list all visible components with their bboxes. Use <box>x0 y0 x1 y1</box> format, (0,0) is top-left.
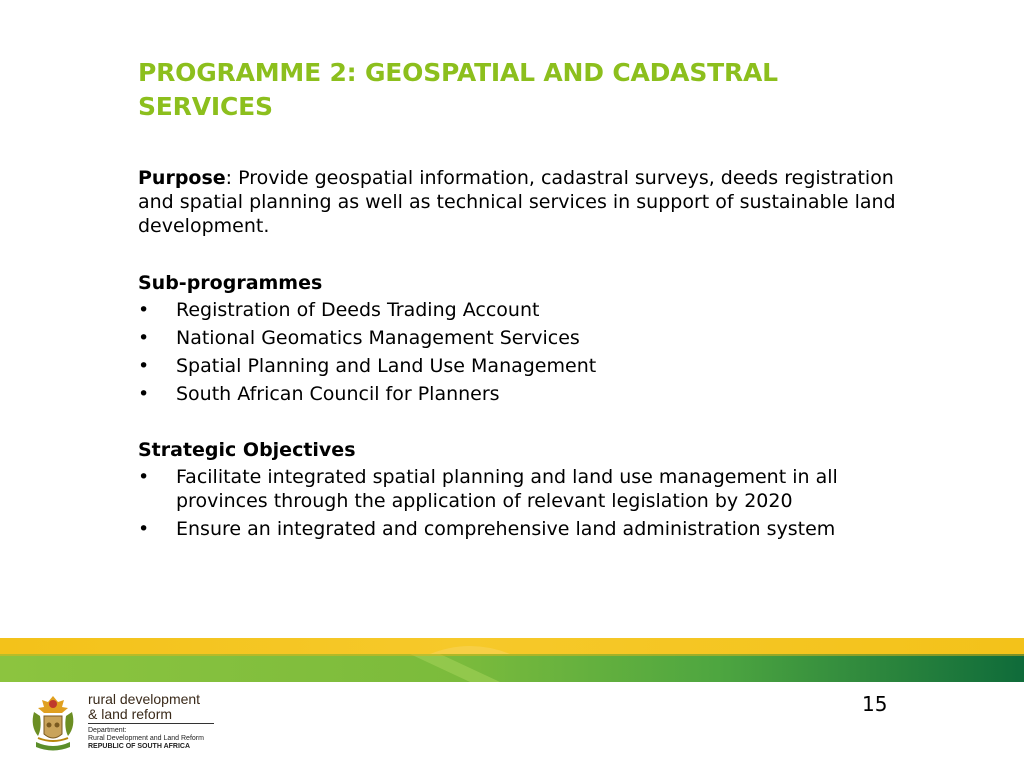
purpose-label: Purpose <box>138 167 226 189</box>
purpose-paragraph <box>138 166 898 238</box>
objective-text: Ensure an integrated and comprehensive land administration system <box>176 518 836 540</box>
logo-text-line1: rural development <box>88 691 201 707</box>
logo-dept-label: Department: <box>88 727 127 734</box>
footer-color-band <box>0 638 1024 682</box>
list-item <box>138 298 898 322</box>
objective-text: Facilitate integrated spatial planning and land use management in all provinces through the application of relevant legislation by 2020 <box>176 466 838 512</box>
subprogrammes-heading: Sub-programmes <box>138 272 323 294</box>
list-item <box>138 517 898 541</box>
list-item <box>138 326 898 350</box>
list-item <box>138 354 898 378</box>
subprogrammes-list <box>138 298 898 406</box>
bullet-icon: • <box>138 383 150 405</box>
subprogramme-text: National Geomatics Management Services <box>176 327 580 349</box>
subprogramme-text: Registration of Deeds Trading Account <box>176 299 540 321</box>
slide-content <box>138 166 898 545</box>
page-number: 15 <box>862 692 888 716</box>
objectives-list <box>138 465 898 541</box>
subprogramme-text: Spatial Planning and Land Use Management <box>176 355 597 377</box>
logo-dept-name: Rural Development and Land Reform <box>88 735 204 742</box>
slide-title: PROGRAMME 2: GEOSPATIAL AND CADASTRAL SERVICES <box>138 58 778 121</box>
bullet-icon: • <box>138 355 150 377</box>
list-item <box>138 382 898 406</box>
list-item <box>138 465 898 513</box>
purpose-text: : Provide geospatial information, cadastral surveys, deeds registration and spatial planning as well as technical services in support of sustainable land development. <box>138 167 896 237</box>
department-logo <box>28 690 228 760</box>
subprogramme-text: South African Council for Planners <box>176 383 500 405</box>
logo-divider <box>88 723 214 724</box>
logo-country: REPUBLIC OF SOUTH AFRICA <box>88 743 191 750</box>
bullet-icon: • <box>138 466 150 488</box>
coat-of-arms-icon <box>28 692 78 756</box>
bullet-icon: • <box>138 327 150 349</box>
bullet-icon: • <box>138 299 150 321</box>
objectives-heading: Strategic Objectives <box>138 439 356 461</box>
bullet-icon: • <box>138 518 150 540</box>
logo-text-line2: & land reform <box>88 706 173 722</box>
